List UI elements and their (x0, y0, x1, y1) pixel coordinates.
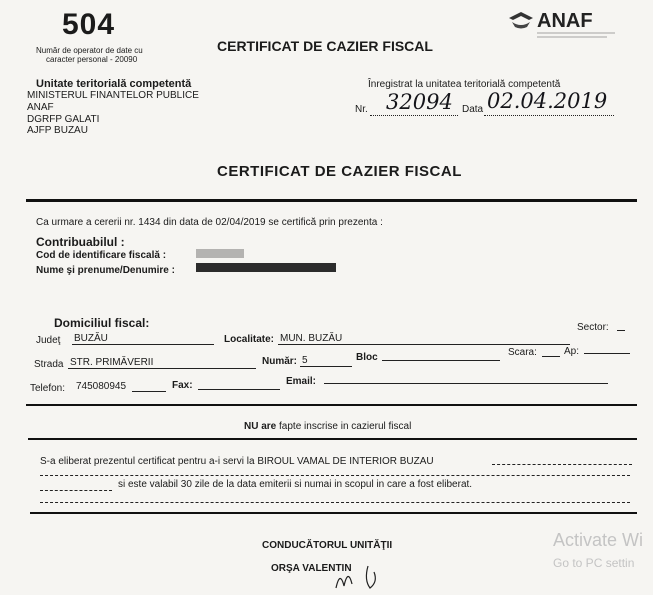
unit-line-dgrfp: DGRFP GALATI (27, 114, 100, 125)
operator-number: 504 (62, 8, 116, 41)
top-title: CERTIFICAT DE CAZIER FISCAL (217, 38, 433, 54)
issued-dash-4 (40, 502, 630, 503)
registration-nr-label: Nr. (355, 104, 368, 115)
numar-value: 5 (302, 355, 308, 366)
handwritten-signature-icon (330, 562, 390, 590)
name-label: Nume şi prenume/Denumire : (36, 265, 175, 276)
registration-nr-line (370, 115, 458, 116)
signature-scribble (330, 562, 390, 595)
bloc-label: Bloc (356, 352, 378, 363)
scara-label: Scara: (508, 347, 537, 358)
unit-heading: Unitate teritorială competentă (36, 78, 192, 90)
anaf-emblem-icon (507, 8, 619, 42)
judet-label: Judeţ (36, 335, 61, 346)
cif-label: Cod de identificare fiscală : (36, 250, 167, 261)
operator-caption-line1: Număr de operator de date cu (36, 46, 143, 55)
localitate-label: Localitate: (224, 334, 275, 345)
strada-value: STR. PRIMĂVERII (70, 357, 154, 368)
issued-line2: si este valabil 30 zile de la data emiterii si numai in scopul in care a fost eliberat. (118, 479, 473, 490)
telefon-label: Telefon: (30, 383, 66, 394)
ap-label: Ap: (564, 346, 580, 357)
signature-title: CONDUCĂTORUL UNITĂŢII (262, 540, 393, 551)
request-text: Ca urmare a cererii nr. 1434 din data de 02/04/2019 se certifică prin prezenta : (36, 217, 383, 228)
signature-name: ORŞA VALENTIN (271, 563, 352, 574)
sector-line (617, 330, 625, 331)
operator-caption-line2: caracter personal - 20090 (46, 55, 138, 64)
judet-line (72, 344, 214, 345)
localitate-line (278, 344, 570, 345)
status-bold: NU are (244, 421, 277, 432)
strada-label: Strada (34, 359, 64, 370)
activate-watermark-title: Activate Wi (553, 530, 644, 550)
divider-bottom (30, 512, 637, 514)
status-text (244, 421, 411, 432)
cif-value-redacted (196, 249, 244, 258)
address-heading: Domiciliul fiscal: (54, 316, 150, 330)
strada-line (68, 368, 256, 369)
divider-middle (26, 404, 637, 406)
issued-dash-3 (40, 490, 112, 491)
unit-line-ajfp: AJFP BUZAU (27, 125, 88, 136)
unit-line-anaf: ANAF (27, 102, 54, 113)
activate-watermark-subtitle: Go to PC settin (553, 556, 635, 570)
numar-line (300, 366, 352, 367)
scara-line (542, 356, 560, 357)
ap-line (584, 353, 630, 354)
numar-label: Număr: (262, 356, 298, 367)
registration-date-label: Data (462, 104, 484, 115)
issued-line1: S-a eliberat prezentul certificat pentru a-i servi la BIROUL VAMAL DE INTERIOR BUZAU (40, 456, 434, 467)
main-title: CERTIFICAT DE CAZIER FISCAL (217, 163, 462, 180)
telefon-line (132, 391, 166, 392)
divider-top (26, 199, 637, 202)
contributor-heading: Contribuabilul : (36, 235, 125, 249)
email-label: Email: (286, 376, 317, 387)
name-value-redacted (196, 263, 336, 272)
fax-line (198, 389, 280, 390)
fax-label: Fax: (172, 380, 193, 391)
anaf-logo (507, 8, 619, 47)
bloc-line (382, 360, 500, 361)
issued-dash-2 (40, 475, 630, 476)
registration-heading: Înregistrat la unitatea teritorială competentă (368, 79, 561, 90)
judet-value: BUZĂU (74, 333, 108, 344)
unit-line-ministry: MINISTERUL FINANTELOR PUBLICE (27, 90, 199, 101)
sector-label: Sector: (577, 322, 609, 333)
issued-dash-1 (492, 464, 632, 465)
divider-status (28, 438, 637, 440)
telefon-value: 745080945 (76, 381, 127, 392)
registration-date-value: 02.04.2019 (487, 89, 608, 113)
email-line (324, 383, 608, 384)
registration-date-line (484, 115, 614, 116)
status-rest: fapte inscrise in cazierul fiscal (276, 421, 412, 432)
localitate-value: MUN. BUZĂU (280, 333, 343, 344)
registration-nr-value: 32094 (386, 90, 453, 114)
anaf-logo-text: ANAF (537, 10, 593, 32)
